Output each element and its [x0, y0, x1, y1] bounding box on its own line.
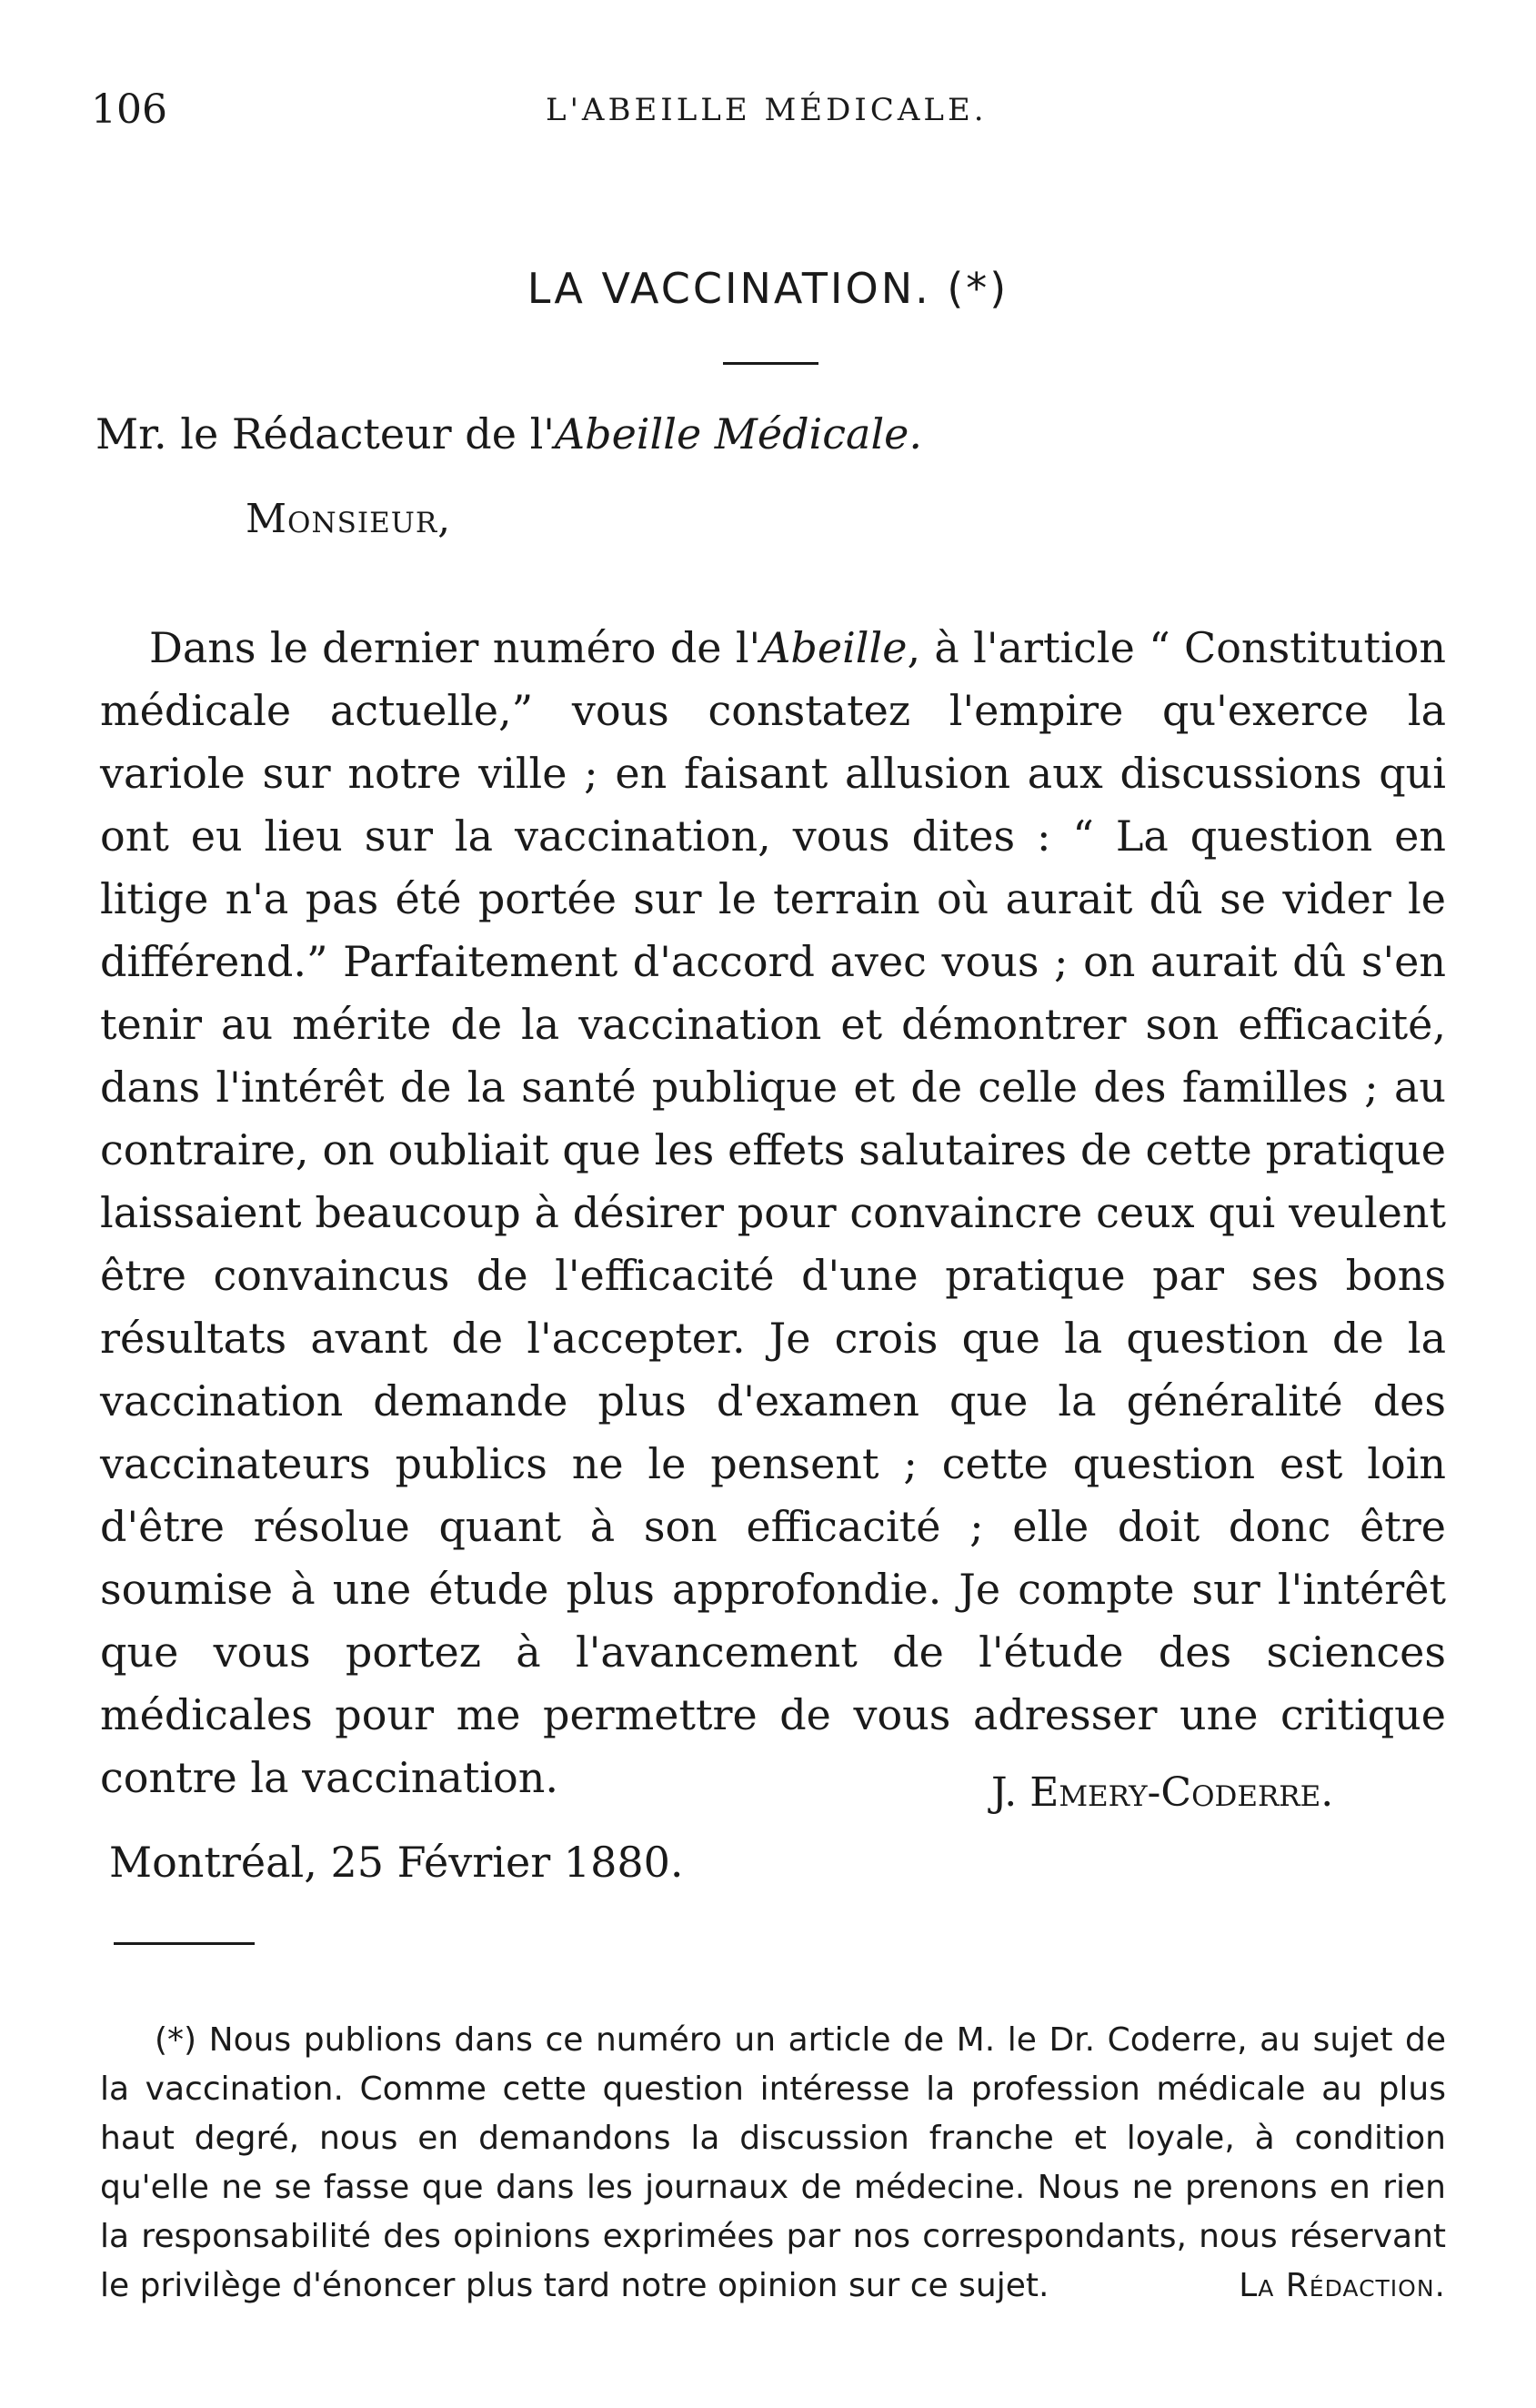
- place-and-date: Montréal, 25 Février 1880.: [109, 1838, 684, 1887]
- footnote-signature: La Rédaction.: [1239, 2267, 1446, 2304]
- body-journal-reference: Abeille: [760, 623, 908, 672]
- footnote: [100, 2016, 1446, 2311]
- running-head: [91, 86, 1455, 141]
- body-text-rest: , à l'article “ Constitution médicale actuelle,” vous constatez l'empire qu'exerce la variole sur notre ville ; en faisant allusion aux discussions qui ont eu lieu sur la vaccination, vous dites : “ La question en litige n'a pas été portée sur le terrain où aurait dû se vider le différend.” Parfaitement d'accord avec vous ; on aurait dû s'en tenir au mérite de la vaccination et démontrer son efficacité, dans l'intérêt de la santé publique et de celle des familles ; au contraire, on oubliait que les effets salutaires de cette pratique laissaient beaucoup à désirer pour convaincre ceux qui veulent être convaincus de l'efficacité d'une pratique par ses bons résultats avant de l'accepter. Je crois que la question de la vaccination demande plus d'examen que la généralité des vaccinateurs publics ne le pensent ; cette question est loin d'être résolue quant à son efficacité ; elle doit donc être soumise à une étude plus approfondie. Je compte sur l'intérêt que vous portez à l'avancement de l'étude des sciences médicales pour me permettre de vous adresser une critique contre la vaccination.: [100, 623, 1446, 1802]
- journal-name: L'ABEILLE MÉDICALE.: [546, 92, 988, 128]
- letter-body: [100, 617, 1446, 1809]
- greeting: Monsieur,: [246, 496, 452, 542]
- addressee-journal: Abeille Médicale.: [554, 409, 923, 458]
- addressee-prefix: Mr. le Rédacteur de l': [95, 409, 555, 458]
- addressee-line: [95, 409, 922, 458]
- body-text-start: Dans le dernier numéro de l': [149, 623, 761, 672]
- page-number: 106: [91, 86, 167, 133]
- article-title: LA VACCINATION. (*): [527, 264, 1009, 313]
- footnote-divider: [114, 1942, 255, 1945]
- title-divider: [723, 362, 818, 365]
- author-signature: J. Emery-Coderre.: [991, 1769, 1334, 1816]
- footnote-text: (*) Nous publions dans ce numéro un article de M. le Dr. Coderre, au sujet de la vaccination. Comme cette question intéresse la profession médicale au plus haut degré, nous en demandons la discussion franche et loyale, à condition qu'elle ne se fasse que dans les journaux de médecine. Nous ne prenons en rien la responsabilité des opinions exprimées par nos correspondants, nous réservant le privilège d'énoncer plus tard notre opinion sur ce sujet.: [100, 2021, 1446, 2304]
